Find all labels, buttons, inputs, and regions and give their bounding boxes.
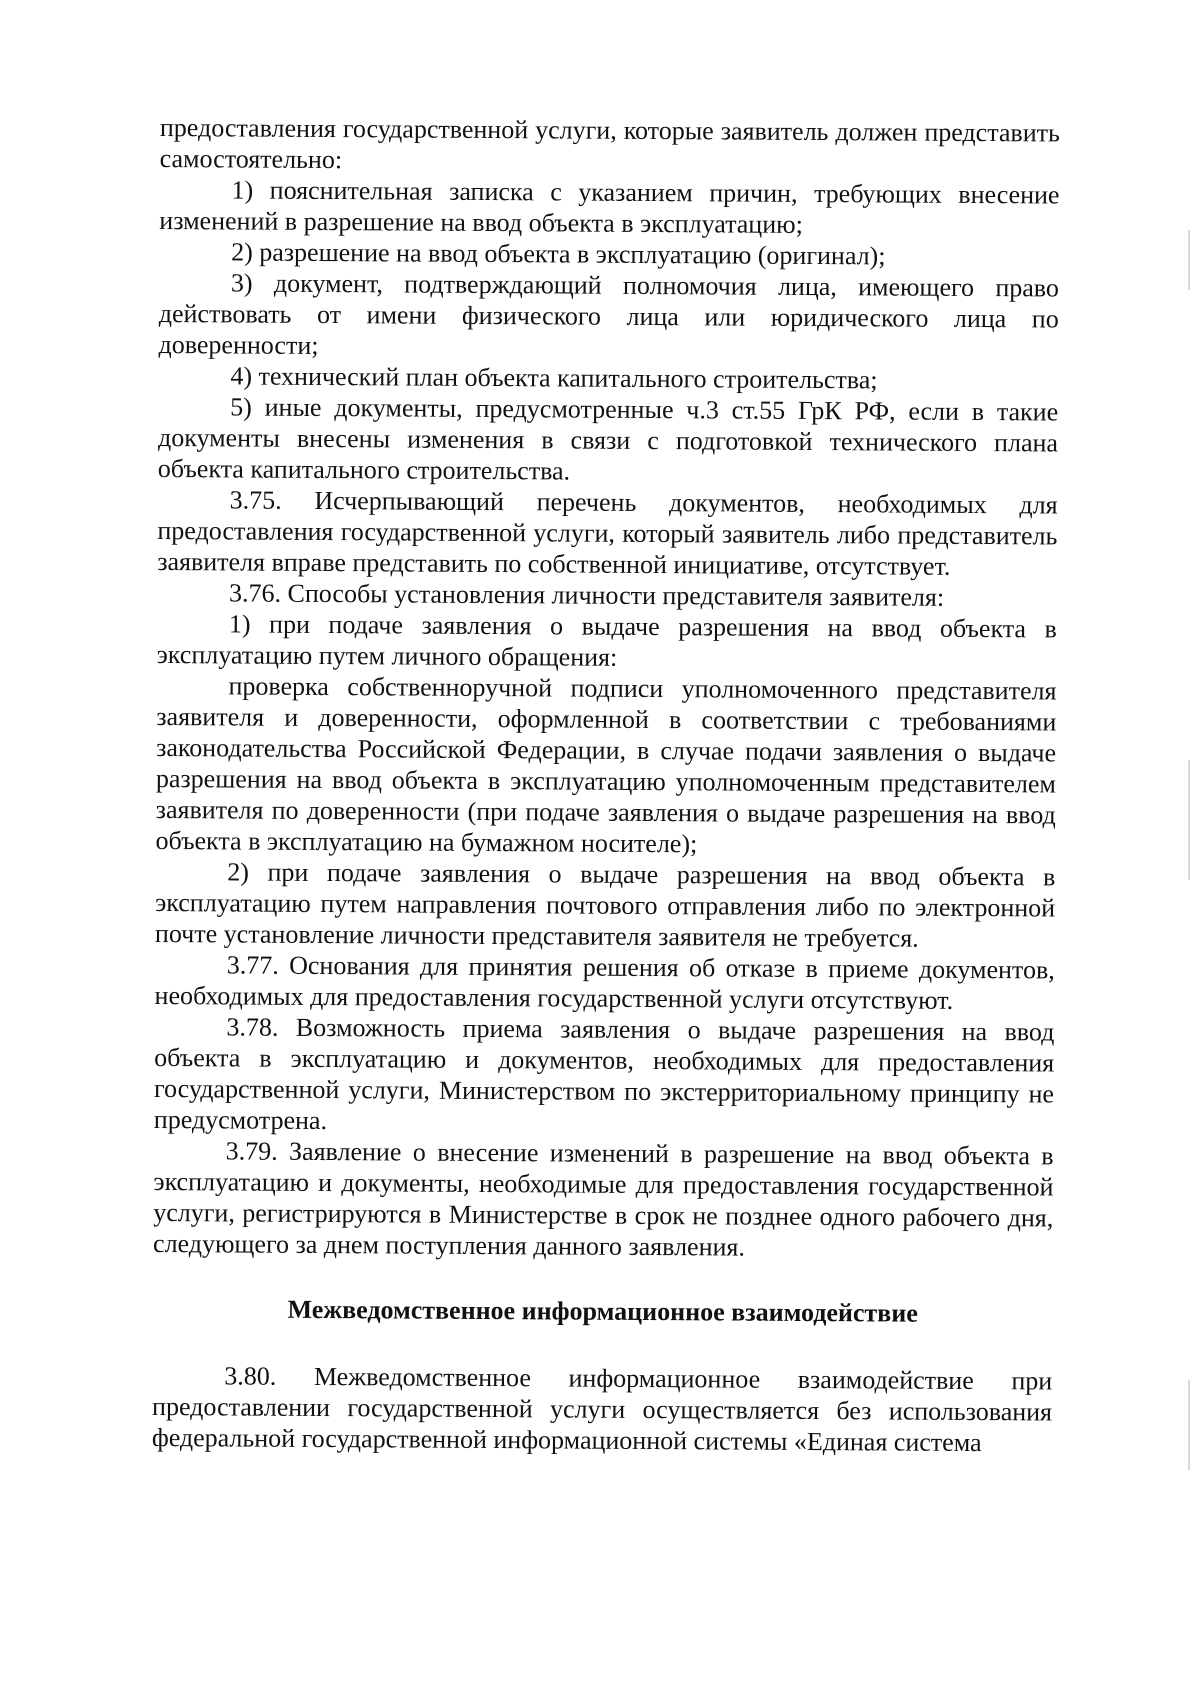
paragraph-3-76-signature-check: проверка собственноручной подписи уполномоченного представителя заявителя и доверенности, оформленной в соответствии с требованиями законодательства Российской Федерации, в случае подачи заявления о выдаче разрешения на ввод объекта в эксплуатацию уполномоченным представителем заявителя по доверенности (при подаче заявления о выдаче разрешения на ввод объекта в эксплуатацию на бумажном носителе); bbox=[155, 671, 1057, 859]
scan-artifact bbox=[1188, 1380, 1190, 1470]
paragraph-item-2: 2) разрешение на ввод объекта в эксплуатацию (оригинал); bbox=[231, 237, 886, 271]
paragraph-3-77: 3.77. Основания для принятия решения об отказе в приеме документов, необходимых для предоставления государственной услуги отсутствуют. bbox=[154, 950, 1055, 1015]
paragraph-3-80: 3.80. Межведомственное информационное взаимодействие при предоставлении государственной услуги осуществляется без использования федеральной государственной информационной системы «Единая система bbox=[151, 1361, 1053, 1458]
document-page bbox=[152, 112, 1060, 1458]
paragraph-3-75: 3.75. Исчерпывающий перечень документов, необходимых для предоставления государственной услуги, который заявитель либо представитель заявителя вправе представить по собственной инициативе, отсутствует. bbox=[157, 485, 1058, 581]
paragraph-3-76-item-1: 1) при подаче заявления о выдаче разрешения на ввод объекта в эксплуатацию путем личного обращения: bbox=[156, 609, 1057, 672]
scan-artifact bbox=[1188, 760, 1190, 880]
paragraph-3-78: 3.78. Возможность приема заявления о выдаче разрешения на ввод объекта в эксплуатацию и документов, необходимых для предоставления государственной услуги, Министерством по экстерриториальному принципу не предусмотрена. bbox=[153, 1012, 1055, 1136]
section-heading: Межведомственное информационное взаимодействие bbox=[287, 1294, 918, 1328]
scan-artifact bbox=[1188, 230, 1190, 290]
paragraph-3-79: 3.79. Заявление о внесение изменений в разрешение на ввод объекта в эксплуатацию и документы, необходимые для предоставления государственной услуги, регистрируются в Министерстве в срок не позднее одного рабочего дня, следующего за днем поступления данного заявления. bbox=[152, 1136, 1054, 1262]
paragraph-item-1: 1) пояснительная записка с указанием причин, требующих внесение изменений в разрешение на ввод объекта в эксплуатацию; bbox=[159, 175, 1060, 239]
paragraph-item-5: 5) иные документы, предусмотренные ч.3 ст.55 ГрК РФ, если в такие документы внесены изменения в связи с подготовкой технического плана объекта капитального строительства. bbox=[157, 392, 1059, 486]
paragraph-item-3: 3) документ, подтверждающий полномочия лица, имеющего право действовать от имени физического лица или юридического лица по доверенности; bbox=[158, 268, 1060, 360]
paragraph-3-76: 3.76. Способы установления личности представителя заявителя: bbox=[228, 578, 945, 612]
paragraph-item-4: 4) технический план объекта капитального строительства; bbox=[230, 361, 878, 395]
paragraph-intro: предоставления государственной услуги, которые заявитель должен представить самостоятельно: bbox=[159, 112, 1060, 175]
paragraph-3-76-item-2: 2) при подаче заявления о выдаче разрешения на ввод объекта в эксплуатацию путем направления почтового отправления либо по электронной почте установление личности представителя заявителя не требуется. bbox=[154, 857, 1056, 953]
